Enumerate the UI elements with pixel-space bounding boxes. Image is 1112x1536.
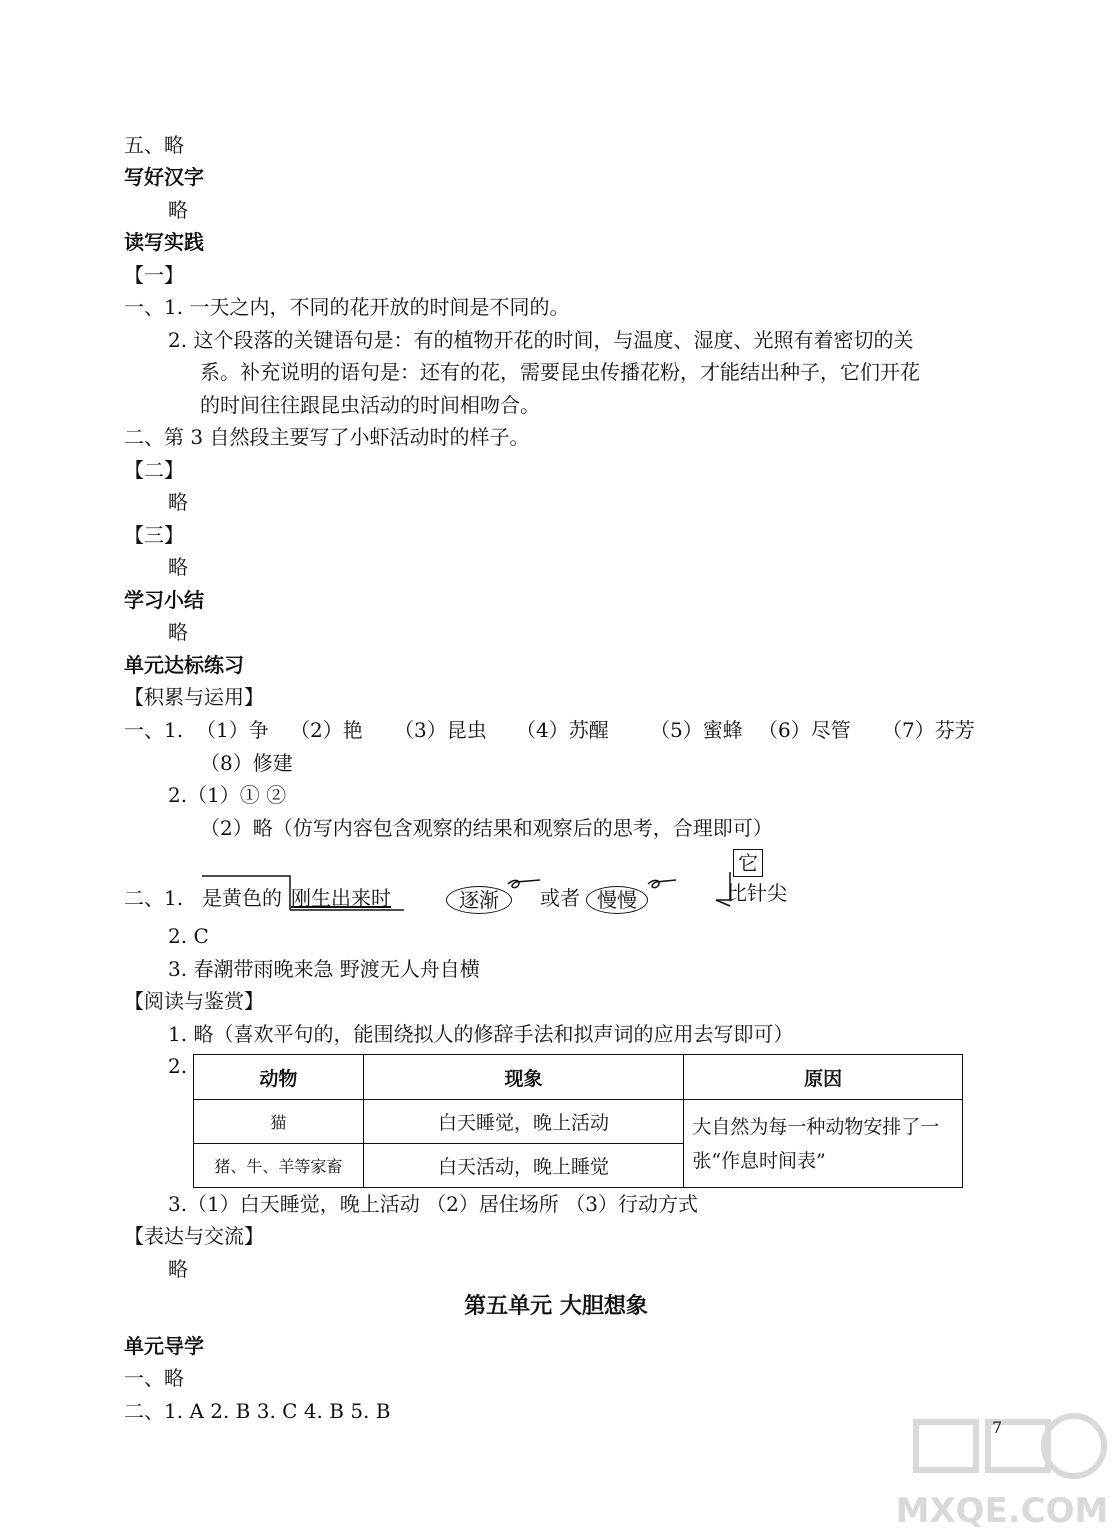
- line-31: 略: [168, 1257, 188, 1281]
- unit-title: 第五单元 大胆想象: [464, 1294, 648, 1319]
- underlined-phrase: 刚生出来时: [291, 886, 391, 910]
- circled-word-text: 慢慢: [597, 888, 637, 912]
- line-20: （8）修建: [200, 751, 293, 775]
- answer-item: （2）艳: [290, 718, 363, 742]
- animal-table: [193, 1054, 963, 1188]
- table-cell-phenomenon: 白天睡觉，晚上活动: [363, 1100, 684, 1144]
- table-header: 现象: [363, 1055, 684, 1100]
- section-accumulation: 【积累与运用】: [124, 685, 264, 709]
- table-cell-phenomenon: 白天活动，晚上睡觉: [363, 1144, 684, 1188]
- item-prefix-2: 二、1.: [124, 886, 184, 910]
- phrase-needle-tip: 比针尖: [727, 881, 787, 905]
- table-cell-animal: 猫: [194, 1100, 364, 1144]
- line-24: 2. C: [168, 924, 209, 948]
- page-number: 7: [992, 1418, 1003, 1437]
- circled-word-text: 逐渐: [459, 888, 499, 912]
- line-8: 系。补充说明的语句是：还有的花，需要昆虫传播花粉，才能结出种子，它们开花: [200, 360, 920, 384]
- heading-summary: 学习小结: [124, 588, 204, 612]
- heading-unit-practice: 单元达标练习: [124, 653, 244, 677]
- line-21: 2.（1）① ②: [168, 783, 287, 807]
- line-19: [124, 716, 984, 744]
- line-27: 1. 略（喜欢平句的，能围绕拟人的修辞手法和拟声词的应用去写即可）: [168, 1022, 794, 1046]
- section-2: 【二】: [124, 458, 184, 482]
- line-7: 2. 这个段落的关键语句是：有的植物开花的时间，与温度、湿度、光照有着密切的关: [168, 328, 914, 352]
- line-3: 略: [168, 198, 188, 222]
- heading-handwriting: 写好汉字: [124, 165, 204, 189]
- table-header: 原因: [684, 1055, 963, 1100]
- line-16: 略: [168, 620, 188, 644]
- section-3: 【三】: [124, 523, 184, 547]
- line-28: 2.: [168, 1054, 188, 1078]
- inserted-word: 它: [733, 849, 763, 877]
- circled-word: [446, 886, 512, 914]
- line-12: 略: [168, 490, 188, 514]
- line-29: 3.（1）白天睡觉，晚上活动 （2）居住场所 （3）行动方式: [168, 1192, 698, 1216]
- answer-item: （6）尽管: [758, 718, 851, 742]
- table-cell-reason: 大自然为每一种动物安排了一张“作息时间表”: [684, 1100, 963, 1188]
- connector-word: 或者: [540, 886, 580, 910]
- line-9: 的时间往往跟昆虫活动的时间相吻合。: [200, 393, 540, 417]
- section-expression: 【表达与交流】: [124, 1224, 264, 1248]
- line-25: 3. 春潮带雨晚来急 野渡无人舟自横: [168, 957, 480, 981]
- watermark-logo: [896, 1410, 1108, 1534]
- item-prefix: 一、1.: [124, 718, 184, 742]
- line-6: 一、1. 一天之内，不同的花开放的时间是不同的。: [124, 295, 570, 319]
- boxed-phrase: 是黄色的: [202, 886, 282, 910]
- answer-item: （7）芬芳: [882, 718, 975, 742]
- answer-item: （1）争: [196, 718, 269, 742]
- table-header-row: [194, 1055, 963, 1100]
- table-row: [194, 1100, 963, 1144]
- line-10: 二、第 3 自然段主要写了小虾活动时的样子。: [124, 425, 530, 449]
- heading-unit-guide: 单元导学: [124, 1334, 204, 1358]
- answer-item: （4）苏醒: [516, 718, 609, 742]
- circled-word: [586, 886, 648, 914]
- line-33: 一、略: [124, 1366, 184, 1390]
- line-1: 五、略: [124, 133, 184, 157]
- line-34: 二、1. A 2. B 3. C 4. B 5. B: [124, 1399, 391, 1423]
- line-22: （2）略（仿写内容包含观察的结果和观察后的思考，合理即可）: [200, 816, 773, 840]
- answer-item: （5）蜜蜂: [650, 718, 743, 742]
- watermark-text: MXQE.COM: [896, 1491, 1108, 1531]
- heading-reading-writing: 读写实践: [124, 230, 204, 254]
- answer-item: （3）昆虫: [394, 718, 487, 742]
- table-header: 动物: [194, 1055, 364, 1100]
- section-reading: 【阅读与鉴赏】: [124, 989, 264, 1013]
- section-1: 【一】: [124, 263, 184, 287]
- table-cell-animal: 猪、牛、羊等家畜: [194, 1144, 364, 1188]
- line-14: 略: [168, 555, 188, 579]
